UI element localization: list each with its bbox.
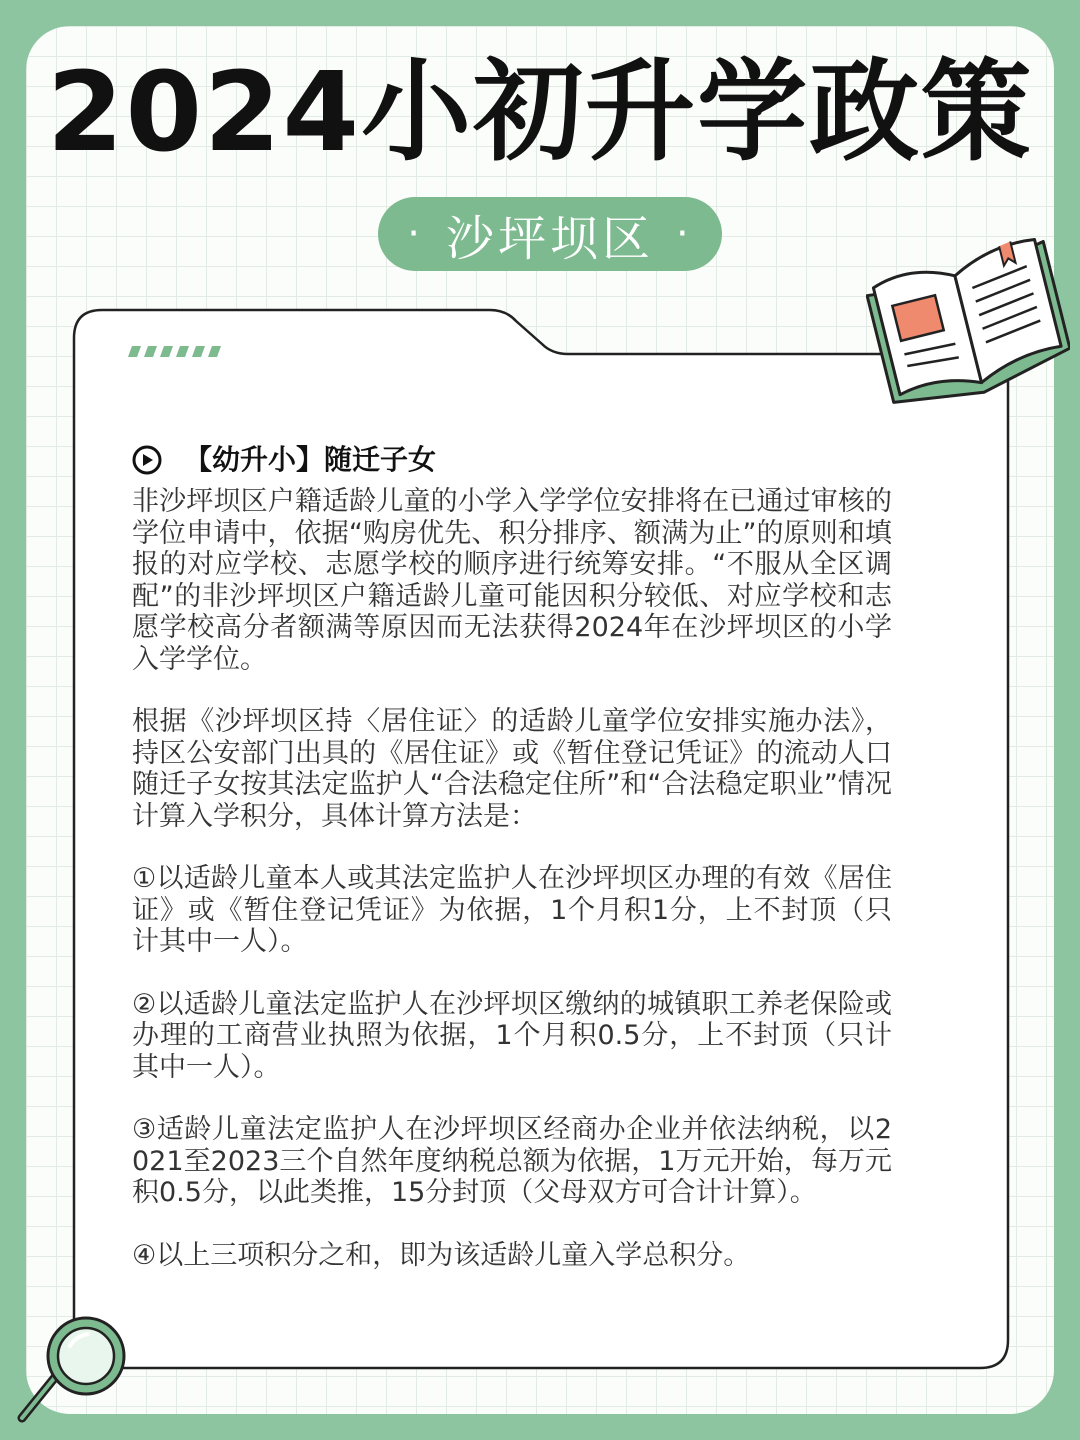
magnifier-icon (14, 1316, 134, 1428)
paragraph-rule-3: ③适龄儿童法定监护人在沙坪坝区经商办企业并依法纳税，以2021至2023三个自然年度纳税总额为依据，1万元开始，每万元积0.5分，以此类推，15分封顶（父母双方可合计计算）。 (132, 1114, 892, 1208)
section-heading (132, 440, 892, 480)
badge-dot-right: · (676, 211, 693, 257)
paragraph-intro: 非沙坪坝区户籍适龄儿童的小学入学学位安排将在已通过审核的学位申请中，依据“购房优先、积分排序、额满为止”的原则和填报的对应学校、志愿学校的顺序进行统筹安排。“不服从全区调配”的非沙坪坝区户籍适龄儿童可能因积分较低、对应学校和志愿学校高分者额满等原因而无法获得2024年在沙坪坝区的小学入学学位。 (132, 486, 892, 675)
policy-content (132, 440, 892, 1302)
paragraph-rule-4: ④以上三项积分之和，即为该适龄儿童入学总积分。 (132, 1239, 751, 1271)
badge-dot-left: · (407, 211, 424, 257)
decorative-dashes (130, 346, 219, 357)
section-heading-text: 【幼升小】随迁子女 (184, 443, 437, 477)
page-title: 2024小初升学政策 (46, 48, 1034, 176)
district-badge (378, 197, 722, 271)
district-label: 沙坪坝区 (445, 210, 654, 267)
paragraph-basis: 根据《沙坪坝区持〈居住证〉的适龄儿童学位安排实施办法》，持区公安部门出具的《居住证》或《暂住登记凭证》的流动人口随迁子女按其法定监护人“合法稳定住所”和“合法稳定职业”情况计算入学积分，具体计算方法是： (132, 706, 892, 832)
play-circle-icon (132, 445, 162, 475)
paragraph-rule-1: ①以适龄儿童本人或其法定监护人在沙坪坝区办理的有效《居住证》或《暂住登记凭证》为依据，1个月积1分，上不封顶（只计其中一人）。 (132, 863, 892, 957)
open-book-icon (866, 232, 1070, 408)
paragraph-rule-2: ②以适龄儿童法定监护人在沙坪坝区缴纳的城镇职工养老保险或办理的工商营业执照为依据，1个月积0.5分，上不封顶（只计其中一人）。 (132, 988, 892, 1083)
